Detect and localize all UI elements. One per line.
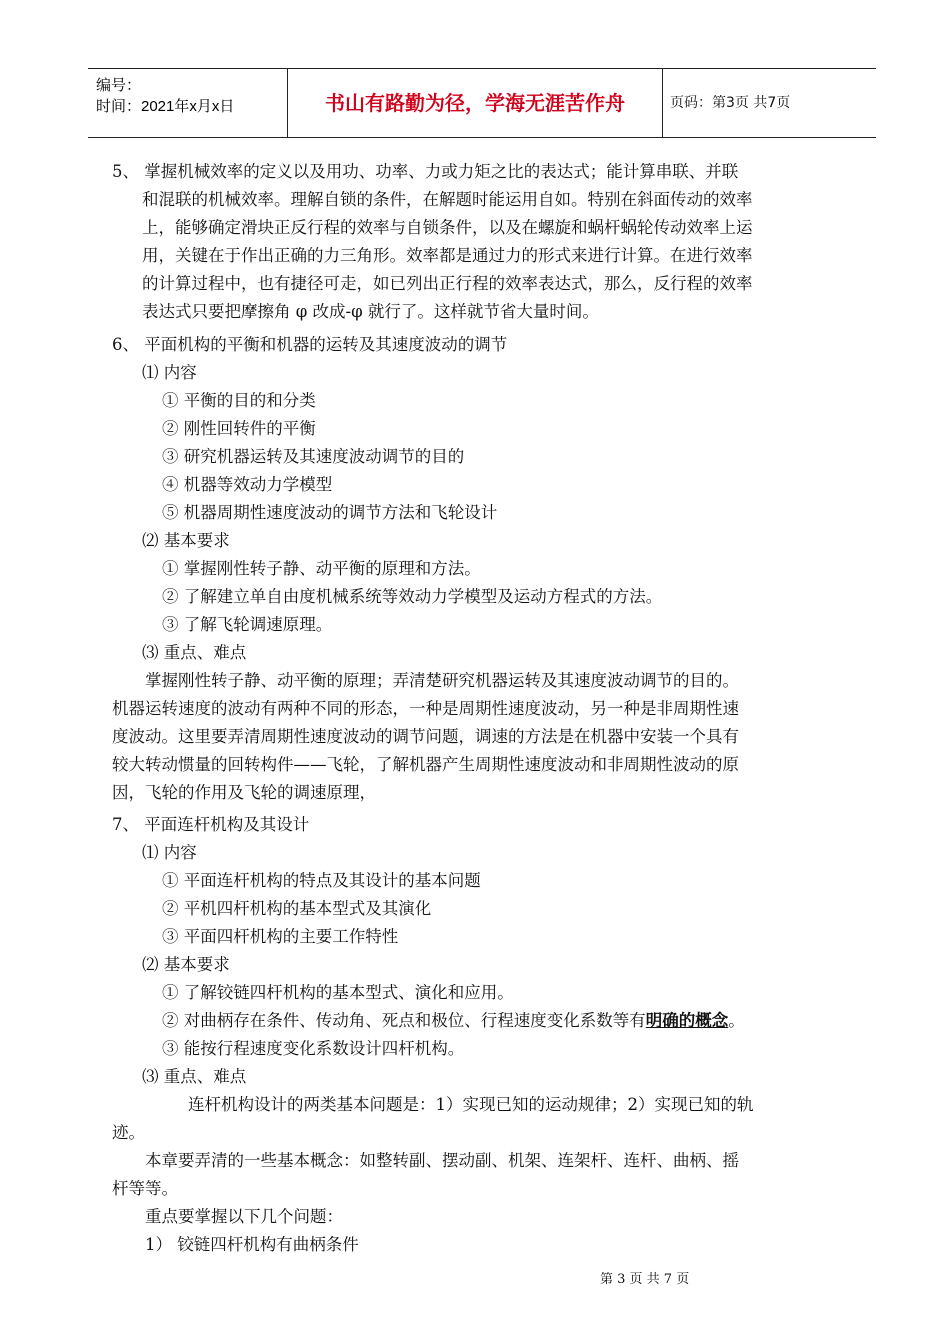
subsection-heading: ⑵ 基本要求 bbox=[142, 955, 230, 974]
text-line: 本章要弄清的一些基本概念：如整转副、摆动副、机架、连架杆、连杆、曲柄、摇 bbox=[145, 1151, 739, 1170]
subsection-heading: ⑶ 重点、难点 bbox=[142, 1067, 247, 1086]
text-line: 的计算过程中，也有捷径可走，如已列出正行程的效率表达式，那么，反行程的效率 bbox=[142, 274, 753, 293]
list-item: ③ 了解飞轮调速原理。 bbox=[162, 615, 333, 634]
list-item: ② 了解建立单自由度机械系统等效动力学模型及运动方程式的方法。 bbox=[162, 587, 663, 606]
list-item-text: ② 对曲柄存在条件、传动角、死点和极位、行程速度变化系数等有 bbox=[162, 1011, 646, 1030]
text-line: 重点要掌握以下几个问题： bbox=[145, 1207, 343, 1226]
header-meta bbox=[96, 75, 286, 117]
list-item: ① 平衡的目的和分类 bbox=[162, 391, 316, 410]
list-item: ⑤ 机器周期性速度波动的调节方法和飞轮设计 bbox=[162, 503, 498, 522]
list-item: ① 掌握刚性转子静、动平衡的原理和方法。 bbox=[162, 559, 481, 578]
subsection-heading: ⑶ 重点、难点 bbox=[142, 643, 247, 662]
header-divider bbox=[662, 69, 663, 137]
header-page-number: 页码：第3页 共7页 bbox=[670, 95, 791, 111]
list-item: ② 平机四杆机构的基本型式及其演化 bbox=[162, 899, 432, 918]
text-line: 较大转动惯量的回转构件——飞轮，了解机器产生周期性速度波动和非周期性波动的原 bbox=[112, 755, 739, 774]
list-item: ③ 研究机器运转及其速度波动调节的目的 bbox=[162, 447, 465, 466]
emphasis-text: 明确的概念 bbox=[645, 1011, 729, 1030]
header-time: 时间：2021年x月x日 bbox=[96, 98, 235, 115]
text-line: 表达式只要把摩擦角 φ 改成-φ 就行了。这样就节省大量时间。 bbox=[142, 302, 599, 321]
text-line: 因，飞轮的作用及飞轮的调速原理， bbox=[112, 783, 376, 802]
subsection-heading: ⑵ 基本要求 bbox=[142, 531, 230, 550]
page-header bbox=[88, 68, 876, 138]
text-line: 杆等等。 bbox=[112, 1179, 178, 1198]
list-item bbox=[162, 1007, 745, 1034]
list-item: ② 刚性回转件的平衡 bbox=[162, 419, 316, 438]
section-heading: 7、 平面连杆机构及其设计 bbox=[112, 815, 310, 834]
text-line: 用，关键在于作出正确的力三角形。效率都是通过力的形式来进行计算。在进行效率 bbox=[142, 246, 753, 265]
list-item: ③ 能按行程速度变化系数设计四杆机构。 bbox=[162, 1039, 465, 1058]
page-footer: 第 3 页 共 7 页 bbox=[600, 1272, 690, 1287]
list-item: ④ 机器等效动力学模型 bbox=[162, 475, 333, 494]
header-motto: 书山有路勤为径，学海无涯苦作舟 bbox=[325, 91, 625, 115]
list-item: ① 了解铰链四杆机构的基本型式、演化和应用。 bbox=[162, 983, 514, 1002]
list-item: ① 平面连杆机构的特点及其设计的基本问题 bbox=[162, 871, 481, 890]
text-line: 5、 掌握机械效率的定义以及用功、功率、力或力矩之比的表达式；能计算串联、并联 bbox=[112, 162, 739, 181]
text-line: 连杆机构设计的两类基本问题是：1）实现已知的运动规律；2）实现已知的轨 bbox=[188, 1095, 754, 1114]
text-line: 1） 铰链四杆机构有曲柄条件 bbox=[145, 1235, 359, 1254]
header-number: 编号： bbox=[96, 77, 142, 94]
text-line: 迹。 bbox=[112, 1123, 145, 1142]
subsection-heading: ⑴ 内容 bbox=[142, 363, 197, 382]
list-item: ③ 平面四杆机构的主要工作特性 bbox=[162, 927, 399, 946]
text-line: 机器运转速度的波动有两种不同的形态，一种是周期性速度波动，另一种是非周期性速 bbox=[112, 699, 739, 718]
list-item-text: 。 bbox=[728, 1011, 745, 1030]
text-line: 掌握刚性转子静、动平衡的原理；弄清楚研究机器运转及其速度波动调节的目的。 bbox=[145, 671, 739, 690]
section-heading: 6、 平面机构的平衡和机器的运转及其速度波动的调节 bbox=[112, 335, 508, 354]
subsection-heading: ⑴ 内容 bbox=[142, 843, 197, 862]
text-line: 和混联的机械效率。理解自锁的条件，在解题时能运用自如。特别在斜面传动的效率 bbox=[142, 190, 753, 209]
text-line: 度波动。这里要弄清周期性速度波动的调节问题，调速的方法是在机器中安装一个具有 bbox=[112, 727, 739, 746]
text-line: 上，能够确定滑块正反行程的效率与自锁条件，以及在螺旋和蜗杆蜗轮传动效率上运 bbox=[142, 218, 753, 237]
